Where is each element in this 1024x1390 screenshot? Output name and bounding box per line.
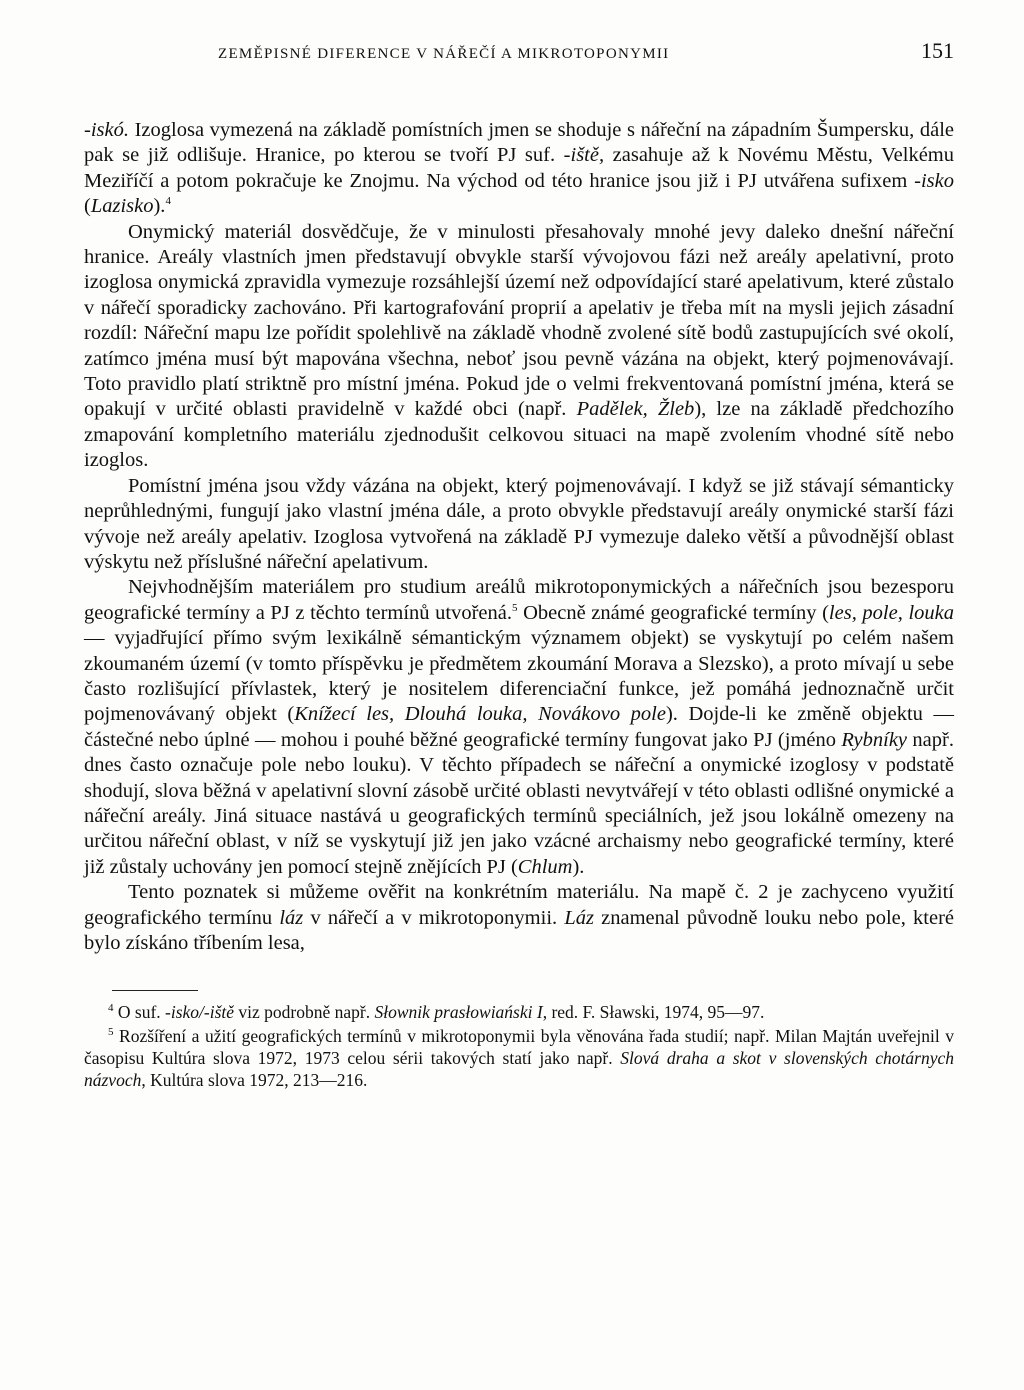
- text-run: Nejvhodnějším materiálem pro studium areálů mikrotoponymických a nářečních jsou bezesporu geografické termíny a PJ z těchto termínů utvořená.: [84, 576, 954, 624]
- italic-text: Chlum: [517, 855, 573, 878]
- italic-text: Slová draha a skot v slovenských chotárnych názvoch: [84, 1048, 954, 1091]
- footnote-ref: 4: [165, 195, 171, 208]
- paragraph: [84, 575, 954, 880]
- footnote: [84, 1001, 954, 1023]
- text-run: ).: [572, 855, 585, 878]
- paragraph: [84, 880, 954, 956]
- text-run: Obecně známé geografické termíny (: [517, 601, 829, 624]
- text-run: Pomístní jména jsou vždy vázána na objekt, který pojmenovávají. I když se již stávají sémanticky neprůhlednými, fungují jako vlastní jména dále, a proto obvykle představují areály onymické starší fázi vývoje než areály apelativ. Izoglosa vytvořená na základě PJ vymezuje daleko větší a původnější oblast výskytu než příslušné nářeční apelativum.: [84, 474, 954, 573]
- text-run: např. dnes často označuje pole nebo louku). V těchto případech se nářeční a onymické izoglosy v podstatě shodují, slova běžná v apelativní slovní zásobě určité oblasti nevytvářejí v této oblasti odlišné onymické a nářeční areály. Jiná situace nastává u geografických termínů speciálních, jež jsou lokálně omezeny na určitou nářeční oblast, v níž se vyskytují již jen jako vzácné archaismy nebo geografické termíny, které již zůstaly uchovány jen pomocí stejně znějících PJ (: [84, 728, 954, 878]
- italic-text: Knížecí les, Dlouhá louka, Novákovo pole: [294, 703, 666, 726]
- paragraph: [84, 118, 954, 220]
- footnotes: [84, 1001, 954, 1091]
- italic-text: Padělek, Žleb: [576, 398, 695, 421]
- footnote-separator: [112, 990, 198, 991]
- italic-text: les, pole, louka: [828, 601, 954, 624]
- text-run: Izoglosa vymezená na základě pomístních jmen se shoduje s nářeční na západním Šumpersku, dále pak se již odlišuje. Hranice, po kterou se tvoří PJ suf.: [84, 119, 954, 167]
- italic-text: -isko: [914, 169, 954, 192]
- text-run: ). Dojde-li ke změně objektu — částečné nebo úplné — mohou i pouhé běžné geografické termíny fungovat jako PJ (jméno: [84, 703, 954, 751]
- italic-text: Láz: [564, 906, 594, 929]
- text-run: , red. F. Sławski, 1974, 95—97.: [542, 1002, 765, 1023]
- italic-text: -isko/-iště: [165, 1002, 235, 1023]
- running-head: ZEMĚPISNÉ DIFERENCE V NÁŘEČÍ A MIKROTOPONYMII: [218, 46, 670, 62]
- italic-text: láz: [279, 906, 304, 929]
- text-run: ), lze na základě předchozího zmapování kompletního materiálu zjednodušit celkovou situaci na mapě zvolením vhodné sítě nebo izoglos.: [84, 398, 954, 472]
- text-run: , Kultúra slova 1972, 213—216.: [141, 1070, 368, 1091]
- italic-text: Rybníky: [841, 728, 908, 751]
- paragraph: [84, 474, 954, 576]
- footnote: [84, 1025, 954, 1091]
- footnote-ref: 4: [108, 1002, 114, 1015]
- body-text: [84, 118, 954, 956]
- text-run: v nářečí a v mikrotoponymii.: [303, 906, 565, 929]
- page-header: [84, 38, 954, 82]
- footnote-ref: 5: [108, 1026, 114, 1039]
- footnote-ref: 5: [511, 601, 518, 614]
- italic-text: Lazisko: [90, 195, 154, 218]
- text-run: znamenal původně louku nebo pole, které bylo získáno tříbením lesa,: [84, 906, 955, 954]
- italic-text: Słownik prasłowiański I: [374, 1002, 543, 1023]
- paragraph: [84, 220, 954, 474]
- text-run: O suf.: [113, 1002, 166, 1023]
- text-run: viz podrobně např.: [234, 1002, 375, 1023]
- text-run: Rozšíření a užití geografických termínů v mikrotoponymii byla věnována řada studií; např. Milan Majtán uveřejnil v časopisu Kultúra slova 1972, 1973 celou sérii takových statí jako např.: [84, 1026, 954, 1069]
- text-run: — vyjadřující přímo svým lexikálně sémantickým významem objekt) se vyskytují po celém našem zkoumaném území (v tomto příspěvku je předmětem zkoumání Morava a Slezsko), a proto mívají u sebe často rozlišující přívlastek, který je nositelem diferenciační funkce, jež pomáhá jednoznačně určit pojmenovávaný objekt (: [84, 627, 954, 726]
- text-run: (: [84, 195, 91, 218]
- italic-text: -iště,: [563, 144, 605, 167]
- page-number: 151: [921, 38, 954, 63]
- text-run: ).: [153, 195, 166, 218]
- italic-text: -iskó.: [84, 119, 129, 141]
- text-run: zasahuje až k Novému Městu, Velkému Meziříčí a potom pokračuje ke Znojmu. Na východ od této hranice jsou již i PJ utvářena sufixem: [84, 144, 954, 192]
- text-run: Tento poznatek si můžeme ověřit na konkrétním materiálu. Na mapě č. 2 je zachyceno využití geografického termínu: [84, 881, 954, 929]
- text-run: Onymický materiál dosvědčuje, že v minulosti přesahovaly mnohé jevy daleko dnešní nářeční hranice. Areály vlastních jmen představují obvykle starší vývojovou fázi než areály apelativní, proto izoglosa onymická zpravidla vymezuje rozsáhlejší území než odpovídající staré apelativum, které zůstalo v nářečí sporadicky zachováno. Při kartografování proprií a apelativ je třeba mít na mysli jejich zásadní rozdíl: Nářeční mapu lze pořídit spolehlivě na základě vhodně zvolené sítě bodů zastupujících své okolí, zatímco jména musí být mapována všechna, neboť jsou pevně vázána na objekt, který pojmenovávají. Toto pravidlo platí striktně pro místní jména. Pokud jde o velmi frekventovaná pomístní jména, která se opakují v určité oblasti pravidelně v každé obci (např.: [84, 220, 954, 421]
